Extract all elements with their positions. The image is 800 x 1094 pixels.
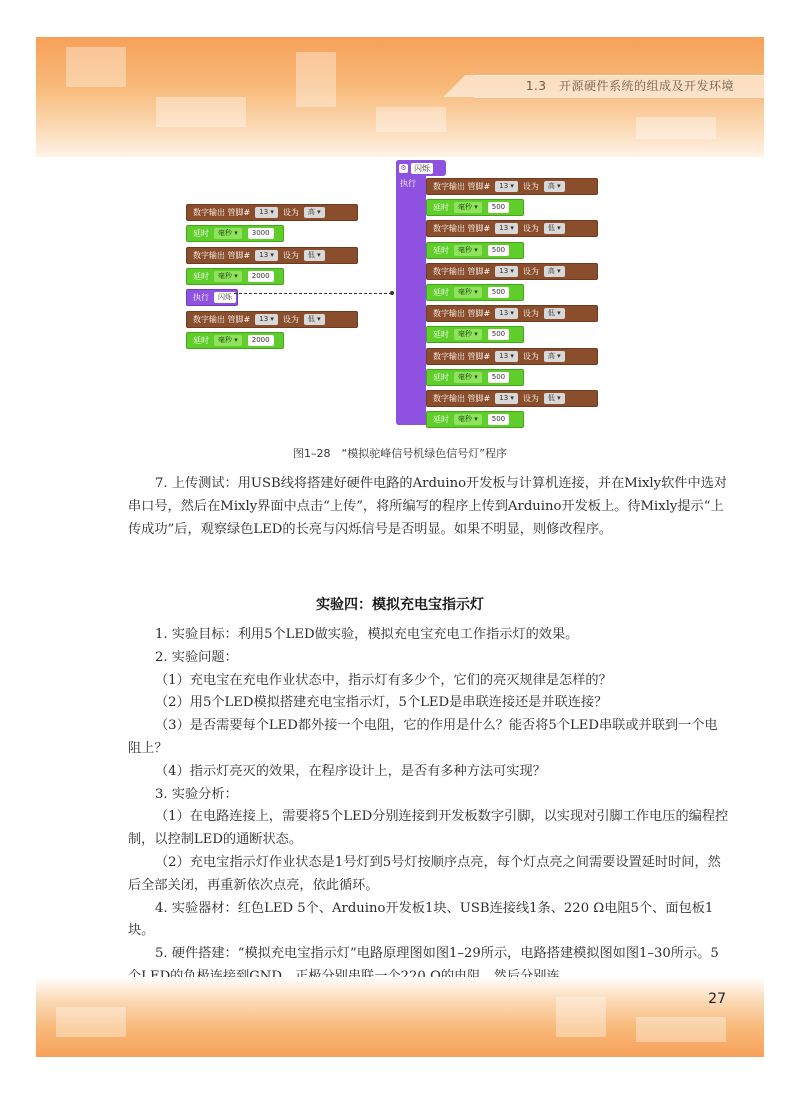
block-label: 延时: [433, 372, 449, 382]
block-label: 数字输出 管脚#: [433, 394, 491, 403]
delay-ms: 500: [488, 414, 509, 425]
unit-value: 毫秒 ▾: [454, 372, 482, 383]
step7-text: 7. 上传测试：用USB线将搭建好硬件电路的Arduino开发板与计算机连接，并在Mixly软件中选对串口号，然后在Mixly界面中点击“上传”，将所编写的程序上传到Arduino开发板上。待Mixly提示“上传成功”后，观察绿色LED的长亮与闪烁信号是否明显。如果不明显，则修改程序。: [128, 476, 728, 537]
delay-block: [186, 268, 284, 285]
footer-band: [36, 977, 764, 1057]
level-value: 低 ▾: [544, 223, 565, 234]
pin-value: 13 ▾: [495, 223, 518, 234]
unit-value: 毫秒 ▾: [454, 202, 482, 213]
pin-value: 13 ▾: [495, 266, 518, 277]
digital-write-block: [186, 204, 358, 221]
unit-value: 毫秒 ▾: [454, 414, 482, 425]
block-label: 延时: [193, 335, 209, 345]
unit-value: 毫秒 ▾: [214, 335, 242, 346]
delay-ms: 2000: [248, 335, 274, 346]
block-label: 执行: [193, 293, 209, 303]
block-label: 数字输出 管脚#: [433, 266, 491, 276]
block-label: 数字输出 管脚#: [433, 182, 491, 191]
pin-value: 13 ▾: [255, 207, 278, 218]
unit-value: 毫秒 ▾: [454, 287, 482, 298]
level-value: 低 ▾: [304, 250, 325, 261]
call-connector: [234, 293, 392, 294]
paragraph: （2）用5个LED模拟搭建充电宝指示灯，5个LED是串联连接还是并联连接？: [155, 695, 608, 711]
level-value: 低 ▾: [544, 393, 565, 404]
block-label: 延时: [193, 229, 209, 239]
delay-ms: 500: [488, 287, 509, 298]
call-procedure-block: [186, 289, 238, 306]
block-label: 数字输出 管脚#: [433, 351, 491, 361]
figure-caption: 图1–28 “模拟驼峰信号机绿色信号灯”程序: [293, 447, 507, 460]
level-value: 高 ▾: [544, 351, 565, 362]
pin-value: 13 ▾: [255, 314, 278, 325]
delay-ms: 500: [488, 372, 509, 383]
set-label: 设为: [282, 314, 299, 324]
digital-write-block: [186, 311, 358, 328]
delay-block: [186, 332, 284, 349]
block-label: 数字输出 管脚#: [193, 208, 251, 217]
section-title: 实验四：模拟充电宝指示灯: [316, 597, 484, 613]
procedure-header: [396, 160, 446, 176]
level-value: 低 ▾: [304, 314, 325, 325]
pin-value: 13 ▾: [495, 181, 518, 192]
paragraph: （1）在电路连接上，需要将5个LED分别连接到开发板数字引脚，以实现对引脚工作电压的编程控制，以控制LED的通断状态。: [128, 809, 729, 848]
paragraph: （3）是否需要每个LED都外接一个电阻，它的作用是什么？能否将5个LED串联或并联到一个电阻上？: [128, 718, 718, 756]
block-label: 数字输出 管脚#: [433, 309, 491, 319]
block-label: 数字输出 管脚#: [193, 250, 251, 260]
paragraph: （2）充电宝指示灯作业状态是1号灯到5号灯按顺序点亮，每个灯点亮之间需要设置延时时间，然后全部关闭，再重新依次点亮，依此循环。: [128, 854, 721, 893]
digital-write-block: [426, 305, 598, 322]
procedure-frame: [396, 160, 426, 425]
decor-tile: [56, 1007, 126, 1037]
delay-ms: 500: [488, 329, 509, 340]
paragraph: 4. 实验器材：红色LED 5个、Arduino开发板1块、USB连接线1条、220 Ω电阻5个、面包板1块。: [128, 900, 714, 939]
paragraph: 5. 硬件搭建：“模拟充电宝指示灯”电路原理图如图1–29所示，电路搭建模拟图如图1–30所示。5: [155, 946, 719, 962]
pin-value: 13 ▾: [255, 250, 278, 261]
running-head: 1.3 开源硬件系统的组成及开发环境: [525, 79, 734, 93]
pin-value: 13 ▾: [495, 308, 518, 319]
page-number: 27: [708, 991, 726, 1007]
delay-block: [426, 242, 524, 259]
connector-dot: [390, 291, 394, 295]
digital-write-block: [426, 348, 598, 365]
delay-block: [426, 411, 524, 428]
unit-value: 毫秒 ▾: [214, 271, 242, 282]
paragraph: （1）充电宝在充电作业状态中，指示灯有多少个，它们的亮灭规律是怎样的？: [155, 672, 612, 688]
block-label: 延时: [433, 288, 449, 297]
digital-write-block: [426, 178, 598, 195]
set-label: 设为: [522, 266, 539, 276]
paragraph: 1. 实验目标：利用5个LED做实验，模拟充电宝充电工作指示灯的效果。: [155, 627, 579, 642]
delay-ms: 2000: [248, 271, 274, 282]
level-value: 高 ▾: [304, 207, 325, 218]
block-label: 延时: [433, 245, 449, 255]
decor-tile: [636, 1017, 726, 1042]
delay-block: [426, 199, 524, 216]
set-label: 设为: [522, 394, 539, 403]
level-value: 高 ▾: [544, 181, 565, 192]
digital-write-block: [426, 220, 598, 237]
delay-block: [426, 284, 524, 301]
unit-value: 毫秒 ▾: [454, 245, 482, 256]
exec-label: 执行: [400, 179, 416, 188]
digital-write-block: [426, 390, 598, 407]
delay-block: [426, 369, 524, 386]
paragraph: 3. 实验分析：: [155, 786, 238, 802]
block-label: 延时: [433, 330, 449, 340]
set-label: 设为: [522, 309, 539, 319]
level-value: 高 ▾: [544, 266, 565, 277]
procedure-name: 闪烁: [214, 292, 236, 303]
block-label: 延时: [433, 203, 449, 213]
paragraph: （4）指示灯亮灭的效果，在程序设计上，是否有多种方法可实现？: [155, 763, 546, 779]
textbook-page: [36, 37, 764, 1057]
figure-1-28: [36, 37, 764, 467]
block-label: 数字输出 管脚#: [433, 224, 491, 234]
block-label: 延时: [433, 415, 449, 425]
paragraph: 2. 实验问题：: [155, 649, 238, 665]
set-label: 设为: [522, 182, 539, 191]
set-label: 设为: [522, 224, 539, 234]
block-label: 数字输出 管脚#: [193, 314, 251, 324]
step7-paragraph: [128, 473, 730, 541]
digital-write-block: [426, 263, 598, 280]
delay-block: [426, 326, 524, 343]
level-value: 低 ▾: [544, 308, 565, 319]
set-label: 设为: [282, 250, 299, 260]
delay-ms: 3000: [248, 228, 274, 239]
procedure-name: 闪烁: [411, 163, 433, 174]
delay-ms: 500: [488, 202, 509, 213]
block-label: 延时: [193, 271, 209, 281]
gear-icon: ⚙: [400, 163, 407, 172]
unit-value: 毫秒 ▾: [214, 228, 242, 239]
delay-block: [186, 225, 284, 242]
pin-value: 13 ▾: [495, 393, 518, 404]
delay-ms: 500: [488, 245, 509, 256]
unit-value: 毫秒 ▾: [454, 329, 482, 340]
digital-write-block: [186, 247, 358, 264]
set-label: 设为: [522, 351, 539, 361]
set-label: 设为: [282, 208, 299, 217]
decor-tile: [556, 997, 606, 1037]
pin-value: 13 ▾: [495, 351, 518, 362]
experiment-body: [128, 624, 730, 989]
